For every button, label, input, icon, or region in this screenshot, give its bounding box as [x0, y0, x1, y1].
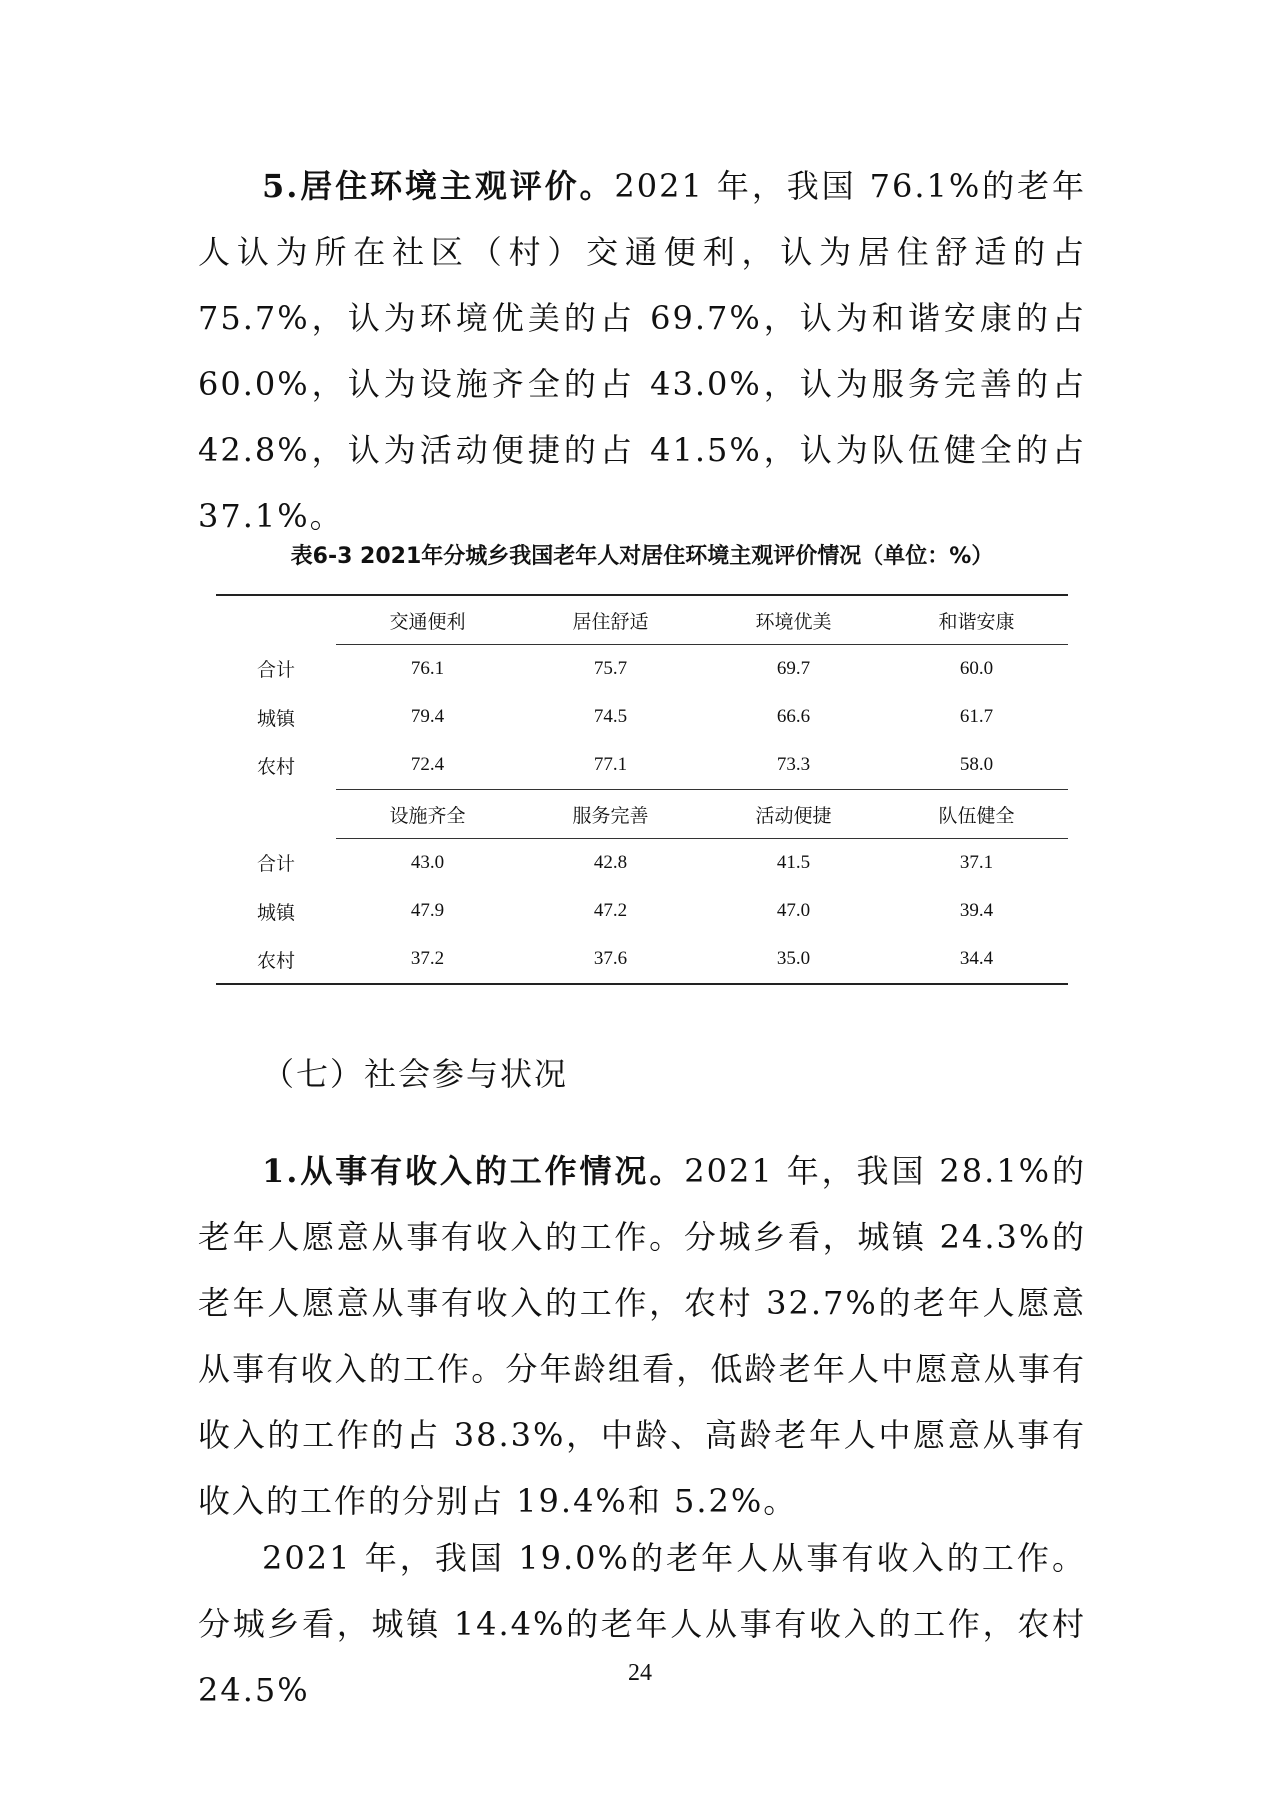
table-column-header: 服务完善: [519, 790, 702, 839]
table-cell: 35.0: [776, 948, 811, 969]
table-cell: 41.5: [776, 852, 811, 873]
table-cell: 43.0: [410, 852, 445, 873]
table-cell: 75.7: [593, 658, 628, 679]
table-row: [216, 741, 1068, 790]
table-column-header: 和谐安康: [885, 595, 1068, 645]
table-cell: 76.1: [410, 658, 445, 679]
table-row-label: 合计: [256, 660, 295, 682]
income-work-paragraph: 2021 年，我国 19.0%的老年人从事有收入的工作。分城乡看，城镇 14.4%的老年人从事有收入的工作，农村 24.5%: [198, 1539, 1086, 1709]
table-column-header: 交通便利: [336, 595, 519, 645]
section7-heading: （七）社会参与状况: [262, 1055, 569, 1093]
table-column-header: 队伍健全: [885, 790, 1068, 839]
page-number: 24: [628, 1660, 652, 1686]
table-cell: 47.9: [410, 900, 445, 921]
table-row: [216, 887, 1068, 935]
table-column-header: 居住舒适: [519, 595, 702, 645]
table-cell: 79.4: [410, 706, 445, 727]
table-cell: 69.7: [776, 658, 811, 679]
evaluation-table: [216, 594, 1068, 985]
table-corner-cell: [216, 595, 336, 645]
table-corner-cell: [216, 790, 336, 839]
section5-lead: 5.居住环境主观评价。: [262, 167, 615, 205]
table-row-label: 城镇: [256, 902, 295, 924]
table-row-label: 城镇: [256, 708, 295, 730]
table-column-header: 环境优美: [702, 595, 885, 645]
table-cell: 37.1: [959, 852, 994, 873]
table-row: [216, 839, 1068, 888]
table-column-header: 设施齐全: [336, 790, 519, 839]
table-cell: 61.7: [959, 706, 994, 727]
table-row: [216, 645, 1068, 694]
table-header-row: [216, 790, 1068, 839]
table-cell: 47.0: [776, 900, 811, 921]
table-row-label: 农村: [256, 950, 295, 972]
table-cell: 42.8: [593, 852, 628, 873]
table-cell: 37.2: [410, 948, 445, 969]
table-row: [216, 935, 1068, 984]
section5-text: 2021 年，我国 76.1%的老年人认为所在社区（村）交通便利，认为居住舒适的占 75.7%，认为环境优美的占 69.7%，认为和谐安康的占 60.0%，认为设施齐全的占 43.0%，认为服务完善的占 42.8%，认为活动便捷的占 41.5%，认为队伍健全的占 37.1%。: [198, 167, 1086, 535]
table-cell: 77.1: [593, 754, 628, 775]
table-cell: 34.4: [959, 948, 994, 969]
item1-text: 2021 年，我国 28.1%的老年人愿意从事有收入的工作。分城乡看，城镇 24.3%的老年人愿意从事有收入的工作，农村 32.7%的老年人愿意从事有收入的工作。分年龄组看，低龄老年人中愿意从事有收入的工作的占 38.3%，中龄、高龄老年人中愿意从事有收入的工作的分别占 19.4%和 5.2%。: [198, 1152, 1086, 1520]
table-row: [216, 693, 1068, 741]
table-row-label: 农村: [256, 756, 295, 778]
table-row-label: 合计: [256, 854, 295, 876]
item1-paragraph: [198, 1138, 1086, 1534]
table-caption: 表6-3 2021年分城乡我国老年人对居住环境主观评价情况（单位：%）: [290, 544, 994, 569]
table-cell: 66.6: [776, 706, 811, 727]
item1-lead: 1.从事有收入的工作情况。: [262, 1152, 685, 1190]
table-cell: 58.0: [959, 754, 994, 775]
table-cell: 73.3: [776, 754, 811, 775]
table-cell: 60.0: [959, 658, 994, 679]
table-cell: 37.6: [593, 948, 628, 969]
table-cell: 47.2: [593, 900, 628, 921]
table-cell: 74.5: [593, 706, 628, 727]
section5-paragraph: [198, 153, 1086, 549]
table-cell: 39.4: [959, 900, 994, 921]
table-header-row: [216, 595, 1068, 645]
table-column-header: 活动便捷: [702, 790, 885, 839]
table-cell: 72.4: [410, 754, 445, 775]
